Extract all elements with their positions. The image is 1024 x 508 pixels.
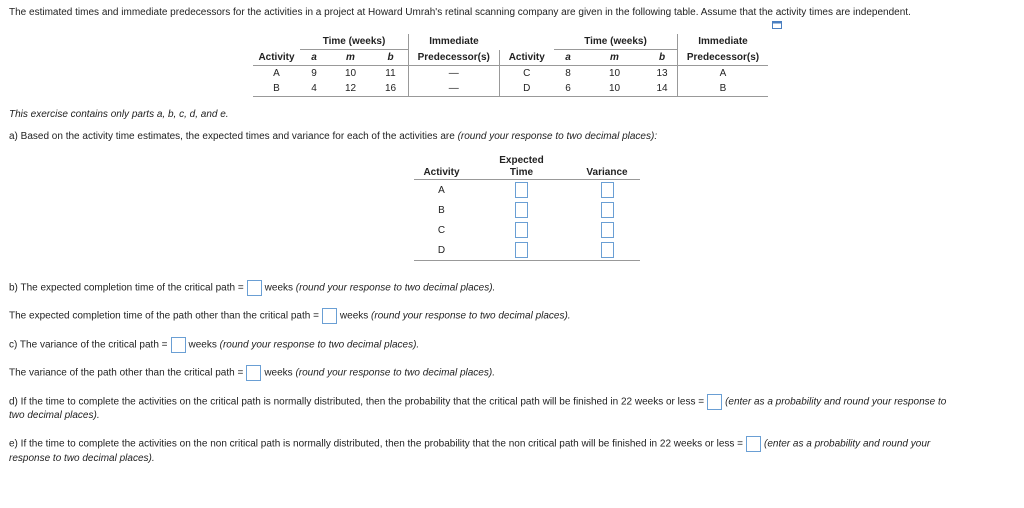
immediate-header-2: Immediate [678,34,769,50]
critical-path-variance-input[interactable] [171,337,186,353]
other-path-time-input[interactable] [322,308,337,324]
other-path-variance-input[interactable] [246,365,261,381]
b-header-2: b [647,50,678,66]
variance-input-c[interactable] [601,222,614,238]
activity-header-2: Activity [499,50,554,66]
expected-time-input-c[interactable] [515,222,528,238]
variance-input-a[interactable] [601,182,614,198]
time-weeks-header-2: Time (weeks) [554,34,678,50]
activity-header: Activity [253,50,300,66]
table-row: D [414,240,640,261]
table-row: A 9 10 11 — C 8 10 13 A [253,66,768,82]
expected-time-input-d[interactable] [515,242,528,258]
a-header: a [300,50,328,66]
m-header: m [328,50,373,66]
part-b-critical: b) The expected completion time of the critical path = weeks (round your response to two decimal places). [9,280,495,296]
parts-note: This exercise contains only parts a, b, c, d, and e. [9,109,229,120]
noncritical-path-probability-input[interactable] [746,436,761,452]
expand-icon[interactable] [772,21,782,29]
part-e: e) If the time to complete the activities on the non critical path is normally distributed, then the probability that the non critical path will be finished in 22 weeks or less = (enter as a probability and round your [9,436,930,452]
table-row: B 4 12 16 — D 6 10 14 B [253,81,768,97]
expected-time-header: Expected Time [469,155,574,180]
a-header-2: a [554,50,582,66]
critical-path-probability-input[interactable] [707,394,722,410]
predecessor-header: Predecessor(s) [409,50,500,66]
answer-table [414,155,640,261]
activity-table [253,34,768,97]
variance-input-b[interactable] [601,202,614,218]
part-a-text: a) Based on the activity time estimates, the expected times and variance for each of the activities are (round your response to two decimal places): [9,131,658,142]
table-row: B [414,200,640,220]
time-weeks-header: Time (weeks) [300,34,409,50]
part-d: d) If the time to complete the activities on the critical path is normally distributed, then the probability that the critical path will be finished in 22 weeks or less = (enter as a probability and round your response to [9,394,946,410]
table-row: C [414,220,640,240]
b-header: b [373,50,409,66]
variance-input-d[interactable] [601,242,614,258]
part-c-critical: c) The variance of the critical path = weeks (round your response to two decimal places). [9,337,419,353]
part-c-other: The variance of the path other than the critical path = weeks (round your response to two decimal places). [9,365,495,381]
immediate-header: Immediate [409,34,500,50]
expected-time-input-a[interactable] [515,182,528,198]
m-header-2: m [582,50,647,66]
activity-header: Activity [414,155,469,180]
variance-header: Variance [574,155,640,180]
expected-time-input-b[interactable] [515,202,528,218]
part-d-hint-cont: two decimal places). [9,410,100,421]
intro-text: The estimated times and immediate predecessors for the activities in a project at Howard Umrah's retinal scanning company are given in the following table. Assume that the activity times are independent. [9,7,911,18]
predecessor-header-2: Predecessor(s) [678,50,769,66]
part-e-hint-cont: response to two decimal places). [9,453,155,464]
part-b-other: The expected completion time of the path other than the critical path = weeks (round your response to two decimal places). [9,308,571,324]
critical-path-time-input[interactable] [247,280,262,296]
table-row: A [414,180,640,201]
